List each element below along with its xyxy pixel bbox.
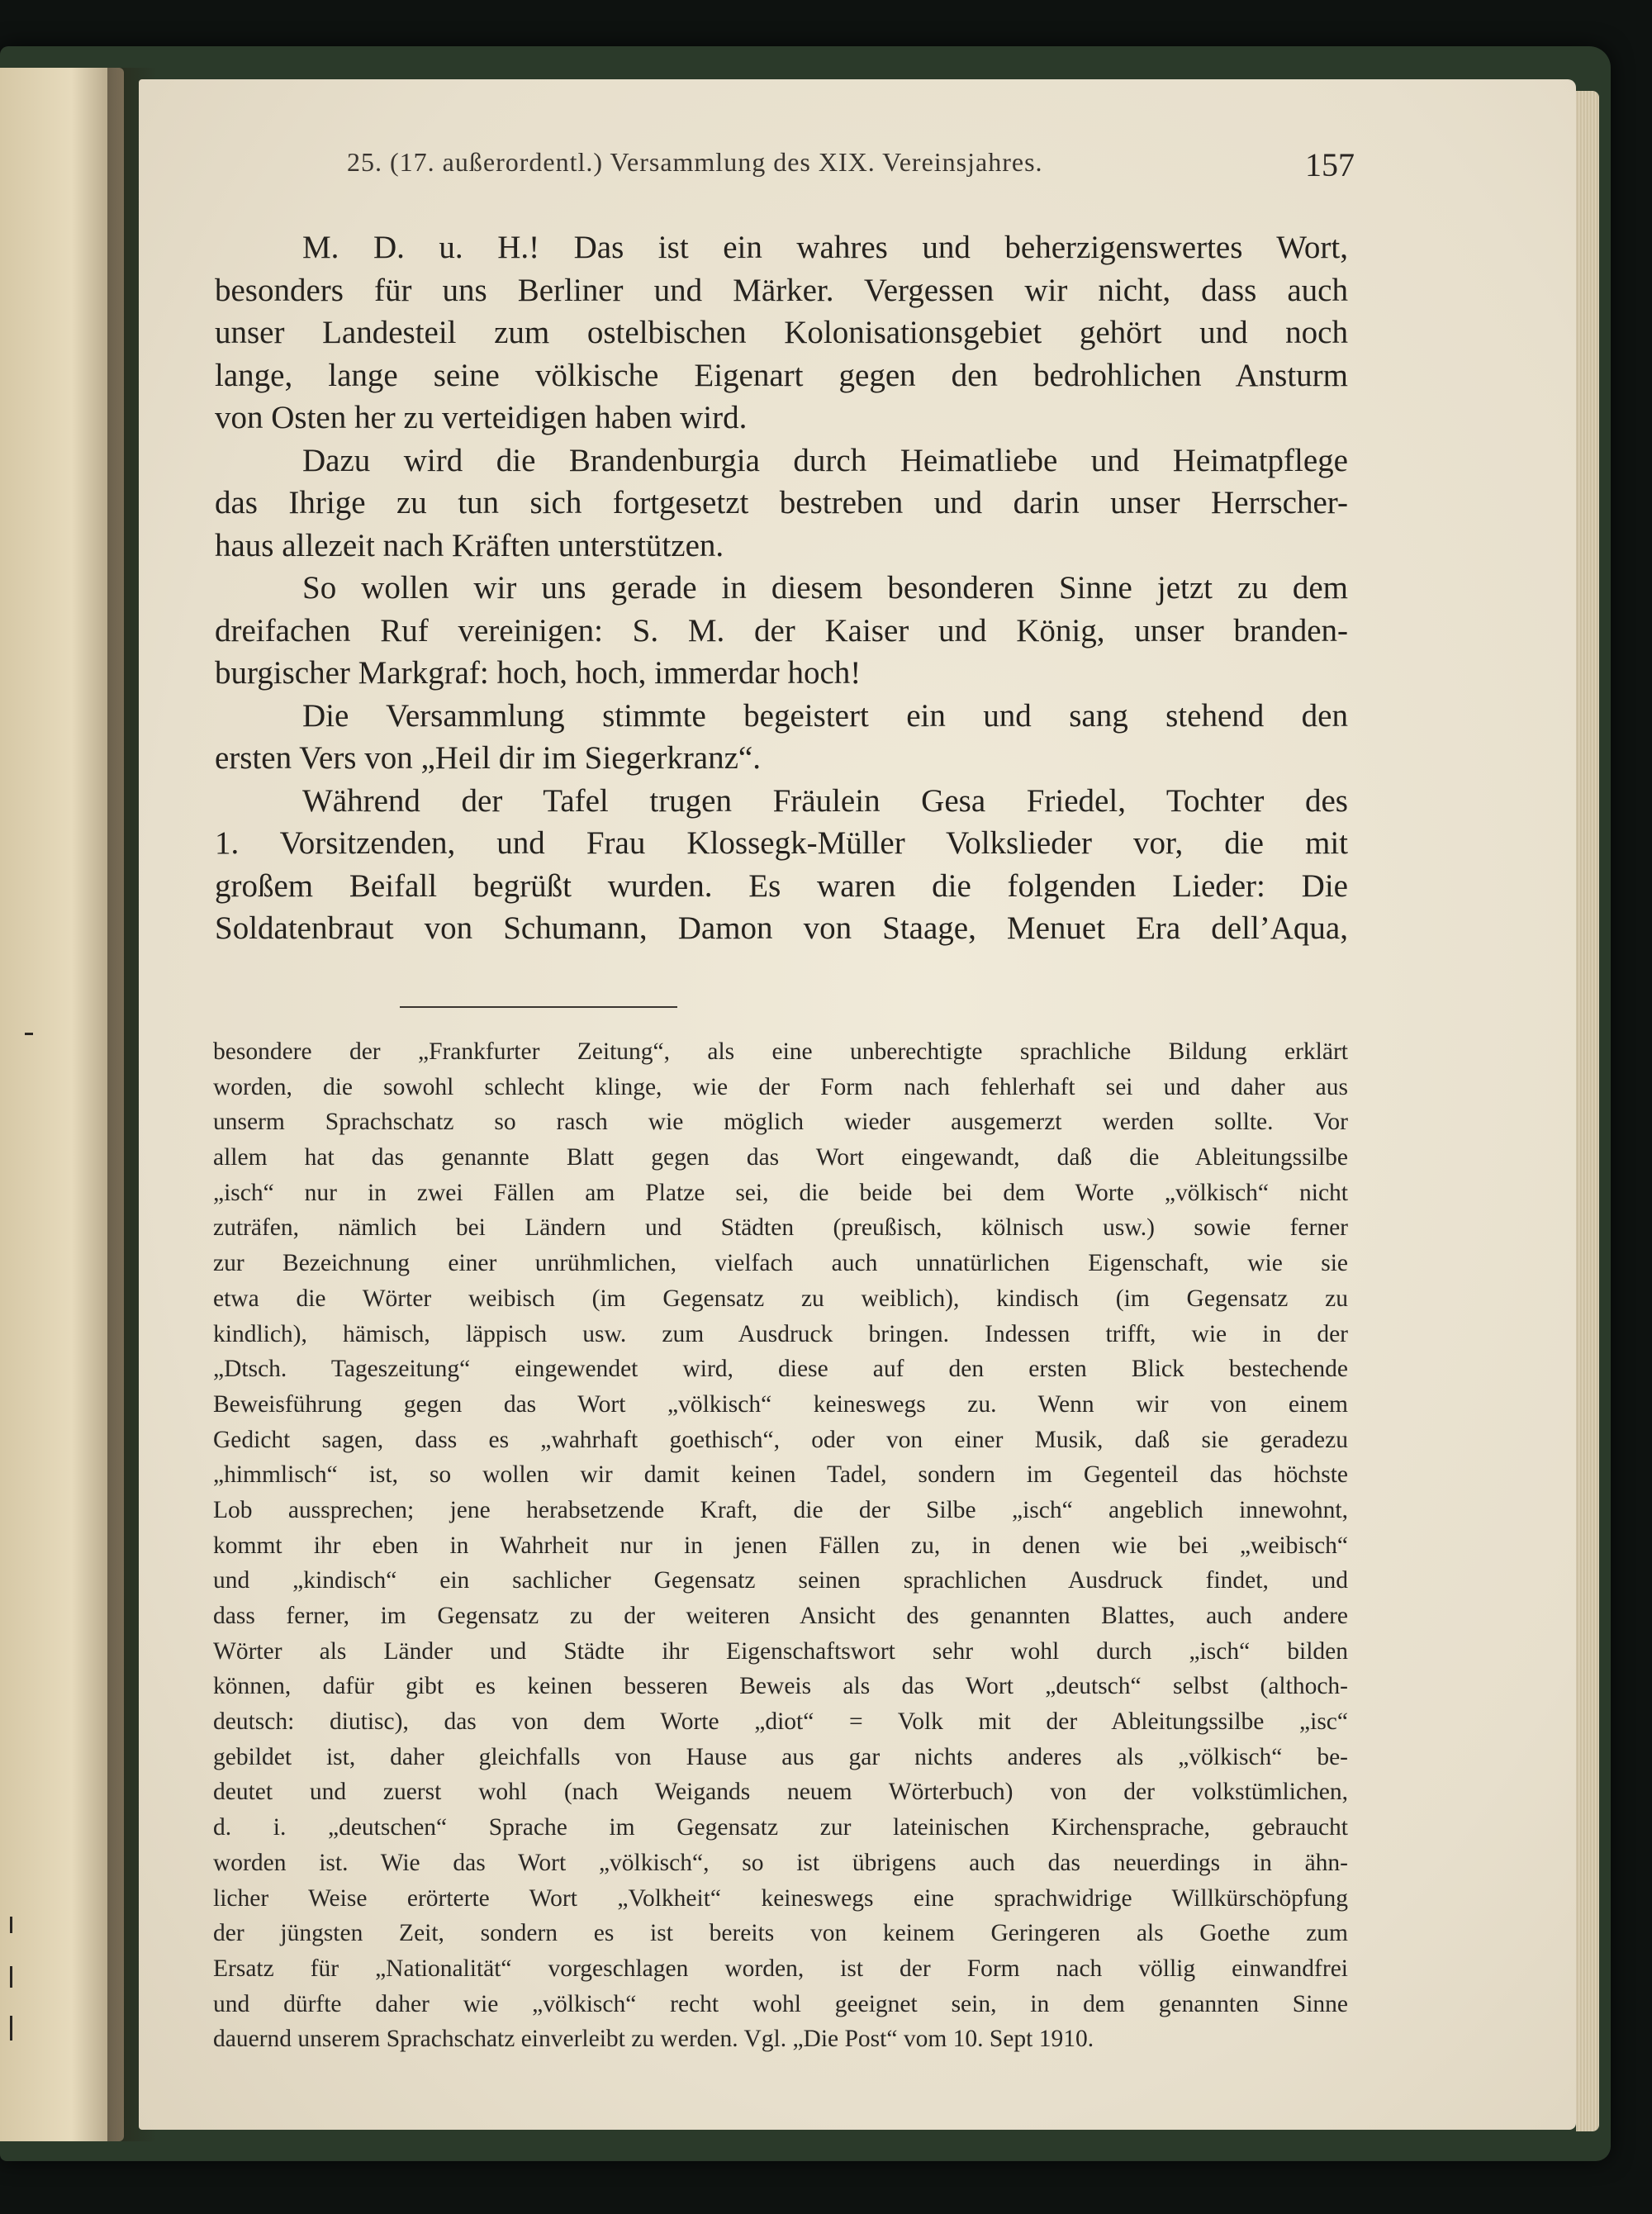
text-line: Während der Tafel trugen Fräulein Gesa Friedel, Tochter des [302,782,1348,819]
footnote [213,1034,1348,2057]
footnote-divider [400,1006,677,1008]
text-line: Soldatenbraut von Schumann, Damon von Staage, Menuet Era dell’Aqua, [215,910,1348,946]
page-number: 157 [1305,146,1355,183]
footnote-line: worden ist. Wie das Wort „völkisch“, so ist übrigens auch das neuerdings in ähn- [213,1849,1348,1876]
text-line: haus allezeit nach Kräften unterstützen. [215,527,724,563]
footnote-line: kindlich), hämisch, läppisch usw. zum Ausdruck bringen. Indessen trifft, wie in der [213,1320,1348,1347]
text-line: Dazu wird die Brandenburgia durch Heimatliebe und Heimatpflege [302,442,1348,478]
text-line: burgischer Markgraf: hoch, hoch, immerdar hoch! [215,655,862,691]
text-line: 1. Vorsitzenden, und Frau Klossegk-Müller Volkslieder vor, die mit [215,825,1348,861]
footnote-line: unserm Sprachschatz so rasch wie möglich wieder ausgemerzt werden sollte. Vor [213,1109,1348,1136]
running-header: 25. (17. außerordentl.) Versammlung des XIX. Vereinsjahres. [347,147,1043,177]
footnote-line: „isch“ nur in zwei Fällen am Platze sei, die beide bei dem Worte „völkisch“ nicht [213,1179,1348,1206]
text-line: besonders für uns Berliner und Märker. Vergessen wir nicht, dass auch [215,272,1348,308]
footnote-line: „Dtsch. Tageszeitung“ eingewendet wird, diese auf den ersten Blick bestechende [213,1356,1348,1383]
footnote-line: besondere der „Frankfurter Zeitung“, als eine unberechtigte sprachliche Bildung erklärt [213,1038,1348,1065]
footnote-line: zur Bezeichnung einer unrühmlichen, vielfach auch unnatürlichen Eigenschaft, wie sie [213,1250,1348,1277]
footnote-line: gebildet ist, daher gleichfalls von Hause aus gar nichts anderes als „völkisch“ be- [213,1743,1348,1770]
text-line: Die Versammlung stimmte begeistert ein und sang stehend den [302,697,1348,734]
main-text [215,226,1348,950]
footnote-line: dass ferner, im Gegensatz zu der weiteren Ansicht des genannten Blattes, auch andere [213,1603,1348,1629]
footnote-line: dauernd unserem Sprachschatz einverleibt zu werden. Vgl. „Die Post“ vom 10. Sept 1910. [213,2026,1094,2053]
footnote-line: der jüngsten Zeit, sondern es ist bereits von keinem Geringeren als Goethe zum [213,1920,1348,1947]
footnote-line: können, dafür gibt es keinen besseren Beweis als das Wort „deutsch“ selbst (althoch- [213,1673,1348,1700]
footnote-line: Lob aussprechen; jene herabsetzende Kraft, die der Silbe „isch“ angeblich innewohnt, [213,1496,1348,1523]
text-line: ersten Vers von „Heil dir im Siegerkranz“. [215,740,761,776]
footnote-line: kommt ihr eben in Wahrheit nur in jenen Fällen zu, in denen wie bei „weibisch“ [213,1532,1348,1559]
margin-mark [10,2016,12,2041]
text-line: großem Beifall begrüßt wurden. Es waren die folgenden Lieder: Die [215,867,1348,904]
margin-mark [25,1033,33,1035]
text-line: So wollen wir uns gerade in diesem besonderen Sinne jetzt zu dem [302,570,1348,606]
text-line: dreifachen Ruf vereinigen: S. M. der Kaiser und König, unser branden- [215,612,1348,649]
page-stack-edge [1576,91,1599,2131]
left-page-edge [0,68,124,2141]
footnote-line: deutsch: diutisc), das von dem Worte „diot“ = Volk mit der Ableitungssilbe „isc“ [213,1708,1348,1736]
footnote-line: Beweisführung gegen das Wort „völkisch“ keineswegs zu. Wenn wir von einem [213,1390,1348,1418]
text-line: von Osten her zu verteidigen haben wird. [215,400,748,435]
text-line: lange, lange seine völkische Eigenart gegen den bedrohlichen Ansturm [215,357,1348,393]
footnote-line: Gedicht sagen, dass es „wahrhaft goethisch“, oder von einer Musik, daß sie geradezu [213,1426,1348,1453]
text-line: M. D. u. H.! Das ist ein wahres und beherzigenswertes Wort, [302,230,1348,265]
footnote-line: und „kindisch“ ein sachlicher Gegensatz seinen sprachlichen Ausdruck findet, und [213,1567,1348,1594]
footnote-line: Ersatz für „Nationalität“ vorgeschlagen worden, ist der Form nach völlig einwandfrei [213,1955,1348,1982]
footnote-line: licher Weise erörterte Wort „Volkheit“ keineswegs eine sprachwidrige Willkürschöpfung [213,1884,1348,1912]
footnote-line: deutet und zuerst wohl (nach Weigands neuem Wörterbuch) von der volkstümlichen, [213,1779,1348,1806]
footnote-line: d. i. „deutschen“ Sprache im Gegensatz zur lateinischen Kirchensprache, gebraucht [213,1814,1348,1841]
footnote-line: Wörter als Länder und Städte ihr Eigenschaftswort sehr wohl durch „isch“ bilden [213,1637,1348,1665]
footnote-line: und dürfte daher wie „völkisch“ recht wohl geeignet sein, in dem genannten Sinne [213,1990,1348,2017]
footnote-line: „himmlisch“ ist, so wollen wir damit keinen Tadel, sondern im Gegenteil das höchste [213,1461,1348,1489]
footnote-line: worden, die sowohl schlecht klinge, wie der Form nach fehlerhaft sei und daher aus [213,1073,1348,1100]
text-line: das Ihrige zu tun sich fortgesetzt bestreben und darin unser Herrscher- [215,485,1348,520]
margin-mark [10,1966,12,1988]
footnote-line: etwa die Wörter weibisch (im Gegensatz zu weiblich), kindisch (im Gegensatz zu [213,1285,1348,1312]
margin-mark [10,1917,12,1933]
text-line: unser Landesteil zum ostelbischen Kolonisationsgebiet gehört und noch [215,315,1348,350]
footnote-line: zuträfen, nämlich bei Ländern und Städten (preußisch, kölnisch usw.) sowie ferner [213,1214,1348,1242]
footnote-line: allem hat das genannte Blatt gegen das Wort eingewandt, daß die Ableitungssilbe [213,1144,1348,1171]
